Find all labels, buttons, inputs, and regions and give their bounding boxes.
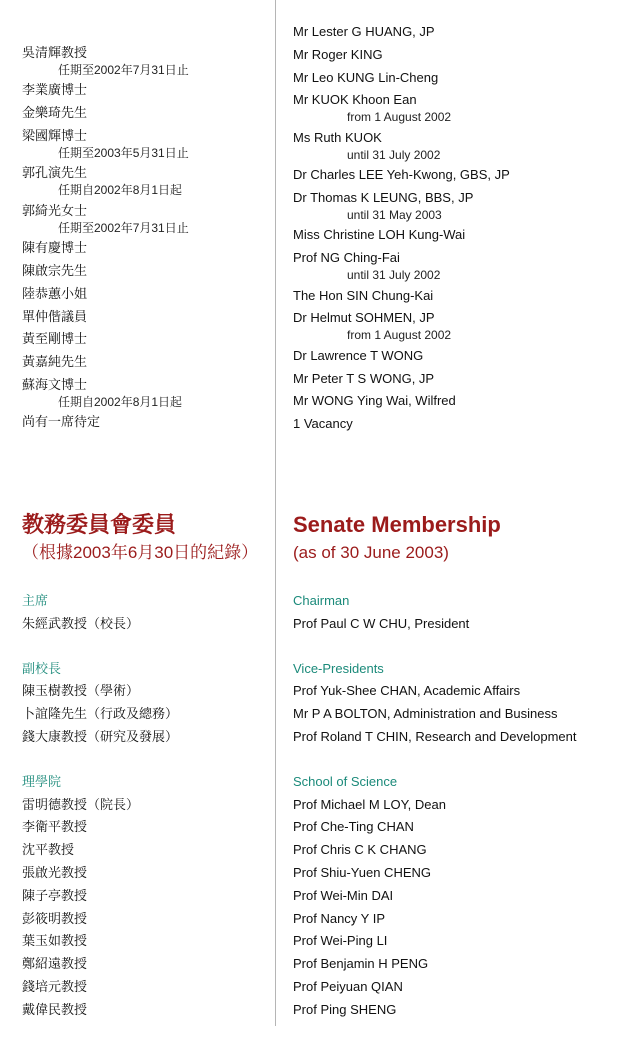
- member-name: 卜誼隆先生（行政及總務）: [22, 706, 179, 722]
- member-name: 葉玉如教授: [22, 933, 88, 949]
- member-name: 1 Vacancy: [293, 416, 353, 432]
- senate-subtitle-zh: （根據2003年6月30日的紀錄）: [22, 543, 259, 562]
- group-heading: Chairman: [293, 593, 350, 608]
- member-name: Mr P A BOLTON, Administration and Business: [293, 706, 558, 722]
- member-name: Mr KUOK Khoon Ean: [293, 92, 417, 108]
- senate-group: [293, 658, 633, 749]
- member-name: Prof Roland T CHIN, Research and Development: [293, 728, 577, 744]
- member-name: Prof Michael M LOY, Dean: [293, 796, 446, 812]
- senate-group: [22, 590, 267, 636]
- member-name: Mr Leo KUNG Lin-Cheng: [293, 69, 439, 85]
- member-name: 李業廣博士: [22, 82, 88, 98]
- senate-title-zh: 教務委員會委員: [22, 512, 177, 537]
- member-name: Prof Nancy Y IP: [293, 910, 386, 926]
- member-name: 沈平教授: [22, 842, 75, 858]
- member-name: Prof Peiyuan QIAN: [293, 978, 403, 994]
- term-note: 任期至2002年7月31日止: [58, 62, 189, 77]
- member-name: Prof Yuk-Shee CHAN, Academic Affairs: [293, 683, 521, 699]
- senate-group: [22, 658, 267, 749]
- member-name: Prof Wei-Min DAI: [293, 887, 394, 903]
- member-name: Prof Wei-Ping LI: [293, 933, 388, 949]
- council-members-zh: [22, 42, 267, 434]
- member-name: 黃至剛博士: [22, 331, 88, 347]
- member-name: 陳玉樹教授（學術）: [22, 683, 140, 699]
- member-name: 尚有一席待定: [22, 414, 101, 430]
- member-name: 郭孔演先生: [22, 165, 88, 181]
- term-note: until 31 July 2002: [347, 147, 441, 162]
- senate-group: [293, 590, 633, 636]
- group-heading: 副校長: [22, 660, 62, 676]
- group-heading: 理學院: [22, 773, 62, 789]
- senate-zh: [22, 510, 267, 1044]
- term-note: 任期至2002年7月31日止: [58, 220, 189, 235]
- member-name: Mr Roger KING: [293, 46, 383, 62]
- member-name: 郭綺光女士: [22, 202, 88, 218]
- member-name: 蘇海文博士: [22, 376, 88, 392]
- term-note: until 31 May 2003: [347, 207, 442, 222]
- column-divider: [275, 0, 276, 1026]
- member-name: Prof Shiu-Yuen CHENG: [293, 864, 432, 880]
- member-name: 陸恭蕙小姐: [22, 285, 88, 301]
- term-note: until 31 July 2002: [347, 267, 441, 282]
- member-name: 陳子亭教授: [22, 887, 88, 903]
- senate-en: [293, 510, 633, 1044]
- member-name: 彭筱明教授: [22, 910, 88, 926]
- term-note: 任期自2002年8月1日起: [58, 183, 183, 198]
- member-name: Mr WONG Ying Wai, Wilfred: [293, 393, 456, 409]
- member-name: Prof Ping SHENG: [293, 1001, 397, 1017]
- member-name: 錢大康教授（研究及發展）: [22, 728, 179, 744]
- senate-group: [22, 771, 267, 1022]
- member-name: Prof Benjamin H PENG: [293, 956, 429, 972]
- group-heading: 主席: [22, 593, 49, 608]
- member-name: Ms Ruth KUOK: [293, 129, 382, 145]
- member-name: The Hon SIN Chung-Kai: [293, 287, 434, 303]
- council-members-en: [293, 21, 633, 436]
- group-heading: Vice-Presidents: [293, 660, 384, 676]
- member-name: 陳啟宗先生: [22, 262, 88, 278]
- member-name: Dr Lawrence T WONG: [293, 347, 424, 363]
- member-name: 戴偉民教授: [22, 1001, 88, 1017]
- member-name: Prof Che-Ting CHAN: [293, 819, 414, 835]
- member-name: 朱經武教授（校長）: [22, 615, 140, 631]
- member-name: 鄭紹遠教授: [22, 956, 88, 972]
- member-name: Miss Christine LOH Kung-Wai: [293, 227, 466, 243]
- member-name: Prof NG Ching-Fai: [293, 250, 400, 266]
- member-name: 陳有慶博士: [22, 240, 88, 256]
- member-name: Dr Charles LEE Yeh-Kwong, GBS, JP: [293, 167, 510, 183]
- member-name: Mr Peter T S WONG, JP: [293, 370, 435, 386]
- member-name: Prof Paul C W CHU, President: [293, 615, 470, 631]
- member-name: Mr Lester G HUANG, JP: [293, 24, 435, 39]
- member-name: 梁國輝博士: [22, 127, 88, 143]
- member-name: 金樂琦先生: [22, 105, 88, 121]
- term-note: from 1 August 2002: [347, 110, 452, 125]
- member-name: Dr Thomas K LEUNG, BBS, JP: [293, 189, 474, 205]
- member-name: 雷明德教授（院長）: [22, 796, 140, 812]
- group-heading: School of Science: [293, 773, 398, 789]
- term-note: 任期自2002年8月1日起: [58, 394, 183, 409]
- member-name: 吳清輝教授: [22, 45, 88, 60]
- senate-group: [293, 771, 633, 1022]
- member-name: Dr Helmut SOHMEN, JP: [293, 310, 435, 326]
- senate-subtitle-en: (as of 30 June 2003): [293, 543, 449, 562]
- member-name: 李衛平教授: [22, 819, 88, 835]
- member-name: 單仲偕議員: [22, 308, 88, 324]
- member-name: 張啟光教授: [22, 864, 88, 880]
- member-name: Prof Chris C K CHANG: [293, 842, 427, 858]
- member-name: 錢培元教授: [22, 978, 88, 994]
- term-note: 任期至2003年5月31日止: [58, 145, 189, 160]
- term-note: from 1 August 2002: [347, 328, 452, 343]
- member-name: 黃嘉純先生: [22, 354, 88, 370]
- senate-title-en: Senate Membership: [293, 512, 501, 537]
